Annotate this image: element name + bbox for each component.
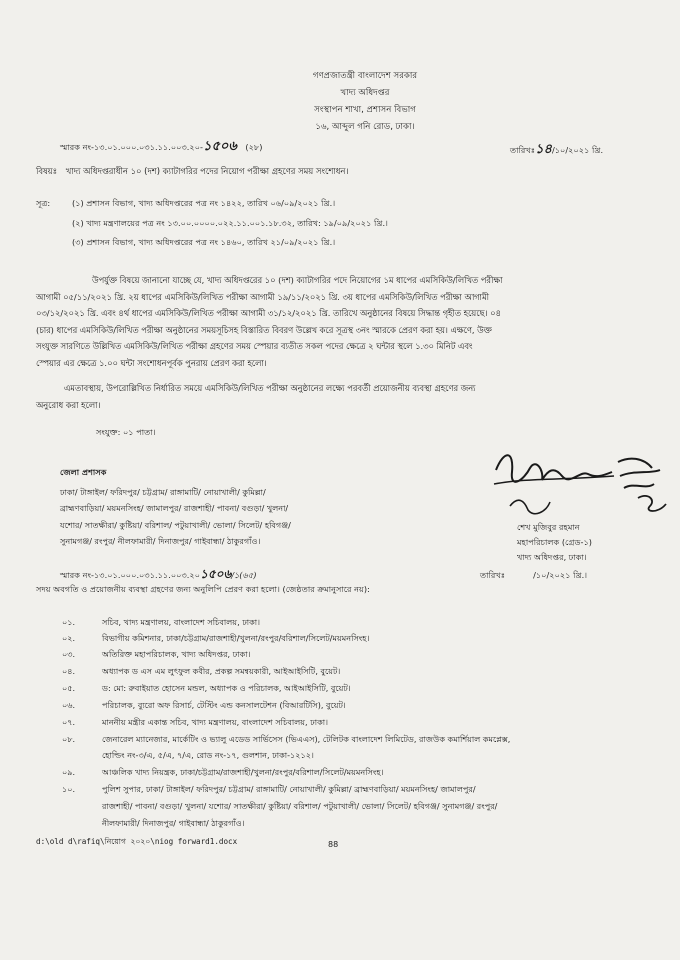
signatory-office: খাদ্য অধিদপ্তর, ঢাকা। [517,552,587,562]
subject-label: বিষয়ঃ [36,166,58,176]
handwritten-memo-number: ১৫০৬ [203,139,237,154]
memo-date: তারিখঃ১৪/১০/২০২১ খ্রি. [510,142,604,157]
handwritten-memo2-number: ১৫০৬ [200,567,232,581]
govt-name: গণপ্রজাতন্ত্রী বাংলাদেশ সরকার [312,71,418,81]
memo2-date: তারিখঃ /১০/২০২১ খ্রি.। [480,570,588,580]
body-paragraph-2: এমতাবস্থায়, উপরোল্লিখিত নির্ধারিত সময়ে এমসিকিউ/লিখিত পরীক্ষা অনুষ্ঠানের লক্ষ্যে পরবর্তী প্রয়োজনীয় ব্যবস্থা গ্রহণের জন্য অনুরোধ করা হলো। [36,383,476,410]
reference-item: (৩) প্রশাসন বিভাগ, খাদ্য অধিদপ্তরের পত্র নং ১৪৬০, তারিখ ২১/০৯/২০২১ খ্রি.। [72,237,336,247]
distribution-title: জেলা প্রশাসক [60,467,107,477]
section-name: সংস্থাপন শাখা, প্রশাসন বিভাগ [314,105,416,115]
file-path: d:\old d\rafiq\নিয়োগ ২০২০\niog forward1.docx [36,837,238,846]
attachment-note: সংযুক্ত: ০১ পাতা। [96,427,156,437]
references-label: সূত্র: [36,198,51,208]
page-number: 88 [328,840,339,849]
distribution-list: ঢাকা/ টাঙ্গাইল/ ফরিদপুর/ চট্টগ্রাম/ রাঙ্গামাটি/ নোয়াখালী/ কুমিল্লা/ ব্রাহ্মণবাড়িয়া/ ময়মনসিংহ/ জামালপুর/ রাজশাহী/ পাবনা/ বগুড়া/ খুলনা/ যশোর/ সাতক্ষীরা/ কুষ্টিয়া/ বরিশাল/ পটুয়াখালী/ ভোলা/ সিলেট/ হবিগঞ্জ/ সুনামগঞ্জ/ রংপুর/ নীলফামারী/ দিনাজপুর/ গাইবান্ধা/ ঠাকুরগাঁও। [60,487,291,546]
reference-item: (১) প্রশাসন বিভাগ, খাদ্য অধিদপ্তরের পত্র নং ১৪২২, তারিখ ০৬/০৯/২০২১ খ্রি.। [72,198,336,208]
signatory-block [517,520,592,565]
reference-item: (২) খাদ্য মন্ত্রণালয়ের পত্র নং ১৩.০০.০০০০.০২২.১১.০০১.১৮.৩২, তারিখ: ১৯/০৯/২০২১ খ্রি.। [72,218,388,228]
copy-intro: সদয় অবগতি ও প্রয়োজনীয় ব্যবস্থা গ্রহণের জন্য অনুলিপি প্রেরণ করা হলো। (জেষ্ঠতার ক্রমানুসারে নয়): [36,584,370,594]
memo-number: স্মারক নং-১৩.০১.০০০.০৩১.১১.০০৩.২০-১৫০৬ (২৮) [60,139,263,154]
subject-line [36,165,348,179]
handwritten-signature [484,440,674,530]
memo2-number: স্মারক নং-১৩.০১.০০০.০৩১.১১.০০৩.২০১৫০৬/১(৬৫) [60,567,257,581]
signatory-name: শেখ মুজিবুর রহমান [517,522,580,532]
signatory-designation: মহাপরিচালক (গ্রেড-১) [517,537,592,547]
subject-text: খাদ্য অধিদপ্তরাধীন ১০ (দশ) ক্যাটাগরির পদের নিয়োগ পরীক্ষা গ্রহণের সময় সংশোধন। [65,166,349,176]
office-address: ১৬, আব্দুল গনি রোড, ঢাকা। [315,122,415,132]
body-paragraph-1: উপর্যুক্ত বিষয়ে জানানো যাচ্ছে যে, খাদ্য অধিদপ্তরের ১০ (দশ) ক্যাটাগরির পদে নিয়োগের ১ম ধাপের এমসিকিউ/লিখিত পরীক্ষা আগামী ০৫/১১/২০২১ খ্রি. ২য় ধাপের এমসিকিউ/লিখিত পরীক্ষা আগামী ১৯/১১/২০২১ খ্রি. ৩য় ধাপের এমসিকিউ/লিখিত পরীক্ষা আগামী ০৩/১২/২০২১ খ্রি. এবং ৪র্থ ধাপের এমসিকিউ/লিখিত পরীক্ষা আগামী ৩১/১২/২০২১ খ্রি. তারিখে অনুষ্ঠানের বিষয়ে সিদ্ধান্ত গৃহীত হয়েছে। ০৪ (চার) ধাপের এমসিকিউ/লিখিত পরীক্ষা অনুষ্ঠানের সময়সূচিসহ বিস্তারিত বিবরণ উল্লেখ করে সূত্রস্থ ৩নং স্মারকে প্রেরণ করা হয়। এক্ষণে, উক্ত সংযুক্ত সারণিতে উল্লিখিত এমসিকিউ/লিখিত পরীক্ষা গ্রহণের সময় স্পেয়ার ব্যতীত সকল পদের ক্ষেত্রে ২ ঘন্টার স্থলে ১.৩০ মিনিট এবং স্পেয়ার এর ক্ষেত্রে ১.০০ ঘন্টা সংশোধনপূর্বক পুনরায় প্রেরণ করা হলো। [36,275,503,368]
handwritten-date: ১৪ [535,142,552,157]
office-name: খাদ্য অধিদপ্তর [340,88,390,98]
